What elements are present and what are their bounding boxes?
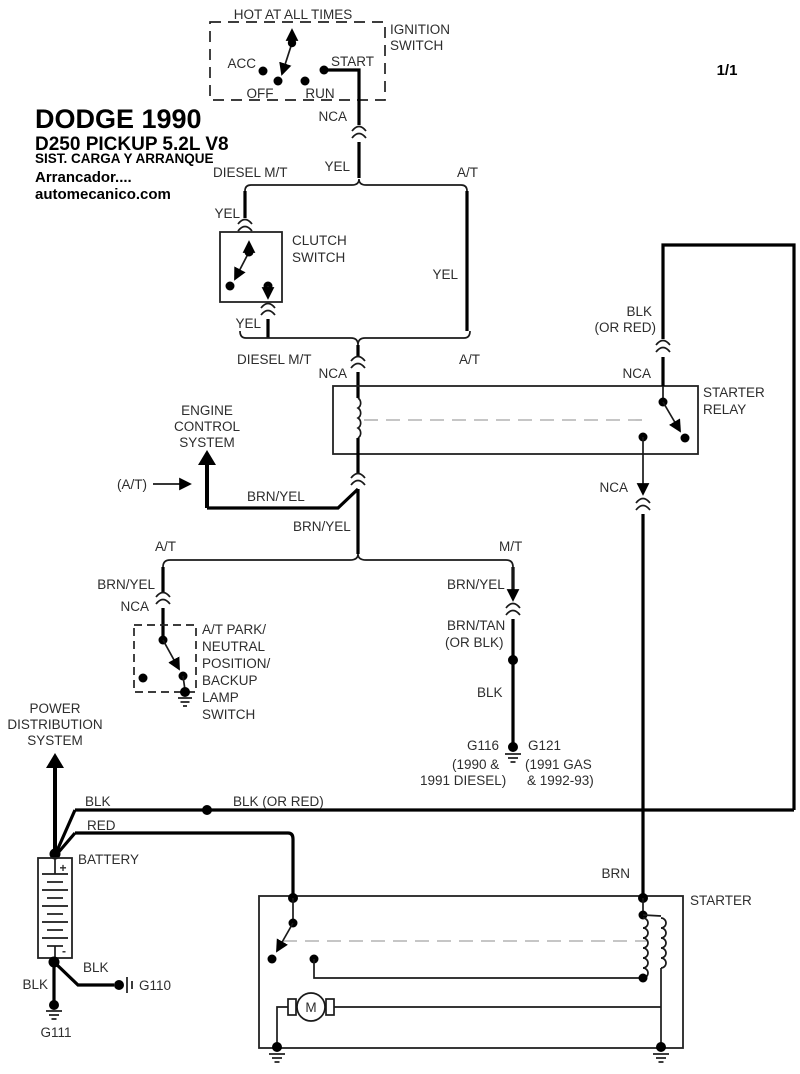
title-site: automecanico.com bbox=[35, 186, 171, 203]
blk-label: BLK bbox=[477, 685, 503, 700]
inline-connector bbox=[156, 593, 170, 605]
diesel-mt-label: DIESEL M/T bbox=[213, 165, 288, 180]
pull-in-winding-coil bbox=[643, 918, 648, 978]
ignition-switch-label-1: IGNITION bbox=[390, 22, 450, 37]
contact-dot bbox=[226, 282, 235, 291]
starter-relay-label-2: RELAY bbox=[703, 402, 747, 417]
diesel-mt-label: DIESEL M/T bbox=[237, 352, 312, 367]
pds-label-2: DISTRIBUTION bbox=[7, 717, 103, 732]
ground-symbol bbox=[178, 698, 192, 706]
motor-m-label: M bbox=[305, 1000, 317, 1015]
splice-dot bbox=[202, 805, 212, 815]
blk-or-red-loop-wire bbox=[663, 245, 794, 810]
ecs-label-2: CONTROL bbox=[173, 419, 241, 434]
solenoid-wiper-arrow bbox=[277, 923, 293, 951]
ground-dot bbox=[656, 1042, 666, 1052]
ground-symbol bbox=[46, 1011, 62, 1019]
motor-brush-right bbox=[326, 999, 334, 1015]
brn-tan-label: BRN/TAN bbox=[447, 618, 506, 633]
g121-note-2: & 1992-93) bbox=[527, 773, 594, 788]
ground-symbol bbox=[653, 1054, 669, 1062]
mt-branch bbox=[420, 567, 594, 788]
clutch-switch bbox=[214, 206, 346, 338]
switch-label-4: BACKUP bbox=[202, 673, 258, 688]
battery-plus-sign: + bbox=[59, 861, 67, 875]
inline-connector bbox=[351, 357, 365, 369]
nca-label: NCA bbox=[599, 480, 628, 495]
brn-yel-label: BRN/YEL bbox=[447, 577, 505, 592]
g110-terminal-symbol bbox=[127, 977, 132, 993]
inline-connector bbox=[238, 220, 252, 232]
inline-connector bbox=[506, 604, 520, 616]
blk-label: BLK bbox=[85, 794, 111, 809]
nca-label: NCA bbox=[120, 599, 149, 614]
split-brace bbox=[163, 554, 513, 567]
blk-or-red-label: BLK (OR RED) bbox=[233, 794, 324, 809]
motor-brush-left bbox=[288, 999, 296, 1015]
yel-out-label: YEL bbox=[235, 316, 261, 331]
ecs-label-1: ENGINE bbox=[181, 403, 233, 418]
ground-dot bbox=[180, 687, 190, 697]
g110-label: G110 bbox=[139, 978, 172, 993]
starter-relay bbox=[333, 385, 765, 473]
inline-connector bbox=[352, 127, 366, 139]
merge-brace-line bbox=[240, 331, 470, 345]
starter-relay-label-1: STARTER bbox=[703, 385, 765, 400]
motor-left-lead bbox=[277, 1007, 288, 1046]
coil-bus bbox=[643, 915, 661, 916]
yel-label: YEL bbox=[324, 159, 350, 174]
top-split bbox=[213, 165, 478, 331]
g116-label: G116 bbox=[466, 738, 499, 753]
switch-label-6: SWITCH bbox=[202, 707, 256, 722]
coil-output-dot bbox=[639, 974, 648, 983]
inline-connector bbox=[261, 304, 275, 316]
relay-wiper-arrow bbox=[663, 402, 680, 431]
clutch-switch-box bbox=[220, 232, 282, 302]
contact-dot bbox=[139, 674, 148, 683]
starter bbox=[259, 893, 752, 1062]
ignition-wiper-arrow bbox=[282, 43, 292, 74]
g121-note-1: (1991 GAS bbox=[525, 757, 592, 772]
or-red-label: (OR RED) bbox=[594, 320, 656, 335]
ignition-switch bbox=[210, 7, 450, 101]
at-label: A/T bbox=[459, 352, 481, 367]
battery-minus-sign: - bbox=[62, 944, 66, 958]
title-model: D250 PICKUP 5.2L V8 bbox=[35, 134, 229, 155]
starter-label: STARTER bbox=[690, 893, 752, 908]
ignition-switch-label-2: SWITCH bbox=[390, 38, 444, 53]
acc-contact-dot bbox=[259, 67, 268, 76]
switch-label-5: LAMP bbox=[202, 690, 239, 705]
split-brace bbox=[245, 179, 467, 191]
nca-label: NCA bbox=[622, 366, 651, 381]
contact-to-coil-wire bbox=[314, 959, 643, 978]
yel-in-label: YEL bbox=[214, 206, 240, 221]
engine-control-system bbox=[117, 403, 365, 554]
clutch-switch-label-1: CLUTCH bbox=[292, 233, 347, 248]
g116-note-2: 1991 DIESEL) bbox=[420, 773, 507, 788]
merge-brace bbox=[237, 331, 480, 398]
start-label: START bbox=[331, 54, 375, 69]
at-label: A/T bbox=[457, 165, 479, 180]
g116-note-1: (1990 & bbox=[452, 757, 500, 772]
ground-dot bbox=[272, 1042, 282, 1052]
hot-at-all-times-label: HOT AT ALL TIMES bbox=[233, 7, 353, 22]
inline-connector bbox=[656, 341, 670, 353]
ecs-arrow-head bbox=[198, 450, 216, 465]
switch-label-1: A/T PARK/ bbox=[202, 622, 267, 637]
starter-box bbox=[259, 896, 683, 1048]
splice-dot bbox=[508, 655, 518, 665]
ground-symbol bbox=[269, 1054, 285, 1062]
pds-label-3: SYSTEM bbox=[27, 733, 83, 748]
run-label: RUN bbox=[305, 86, 335, 101]
ground-dot bbox=[508, 742, 518, 752]
off-contact-dot bbox=[274, 77, 283, 86]
switch-label-2: NEUTRAL bbox=[202, 639, 266, 654]
mt-label: M/T bbox=[499, 539, 523, 554]
brn-yel-label-1: BRN/YEL bbox=[247, 489, 305, 504]
off-label: OFF bbox=[246, 86, 274, 101]
inline-connector bbox=[351, 474, 365, 486]
g121-label: G121 bbox=[528, 738, 562, 753]
acc-label: ACC bbox=[227, 56, 256, 71]
battery-positive-taps bbox=[56, 810, 75, 854]
run-contact-dot bbox=[301, 77, 310, 86]
clutch-switch-label-2: SWITCH bbox=[292, 250, 346, 265]
blk-label: BLK bbox=[626, 304, 652, 319]
at-label: A/T bbox=[155, 539, 177, 554]
brn-label: BRN bbox=[601, 866, 630, 881]
red-label: RED bbox=[87, 818, 116, 833]
relay-output-wire bbox=[599, 454, 650, 898]
pds-label-1: POWER bbox=[29, 701, 81, 716]
relay-contact-dot bbox=[681, 434, 690, 443]
ecs-label-3: SYSTEM bbox=[179, 435, 235, 450]
at-park-neutral-switch bbox=[97, 577, 270, 722]
g111-ground-dot bbox=[49, 1000, 59, 1010]
g110-ground-dot bbox=[114, 980, 124, 990]
at-note-label: (A/T) bbox=[117, 477, 147, 492]
g111-label: G111 bbox=[40, 1025, 72, 1040]
battery-circuit bbox=[22, 794, 794, 1040]
relay-coil bbox=[358, 398, 361, 438]
inline-connector bbox=[636, 499, 650, 511]
switch-label-3: POSITION/ bbox=[202, 656, 271, 671]
blk-g111-label: BLK bbox=[22, 977, 48, 992]
pds-arrow-head bbox=[46, 753, 64, 768]
battery-label: BATTERY bbox=[78, 852, 140, 867]
nca-label: NCA bbox=[318, 109, 347, 124]
hold-in-winding-coil bbox=[661, 918, 666, 968]
blk-g110-label: BLK bbox=[83, 960, 109, 975]
yel-right-label: YEL bbox=[432, 267, 458, 282]
clutch-wiper-arrow bbox=[235, 252, 249, 279]
contact-dot bbox=[268, 955, 277, 964]
brn-yel-label: BRN/YEL bbox=[97, 577, 155, 592]
contact-dot bbox=[245, 248, 254, 257]
brn-yel-label-2: BRN/YEL bbox=[293, 519, 351, 534]
title-block bbox=[35, 104, 229, 203]
nca-label: NCA bbox=[318, 366, 347, 381]
relay-feed-wire bbox=[595, 245, 795, 810]
switch-wiper-arrow bbox=[163, 640, 179, 669]
title-subsystem: Arrancador.... bbox=[35, 169, 132, 186]
or-blk-label: (OR BLK) bbox=[445, 635, 504, 650]
title-system: SIST. CARGA Y ARRANQUE bbox=[35, 151, 214, 166]
ground-symbol bbox=[505, 754, 521, 762]
title-brand-year: DODGE 1990 bbox=[35, 104, 202, 134]
pivot-contact-dot bbox=[288, 39, 296, 47]
page-indicator: 1/1 bbox=[716, 62, 738, 79]
